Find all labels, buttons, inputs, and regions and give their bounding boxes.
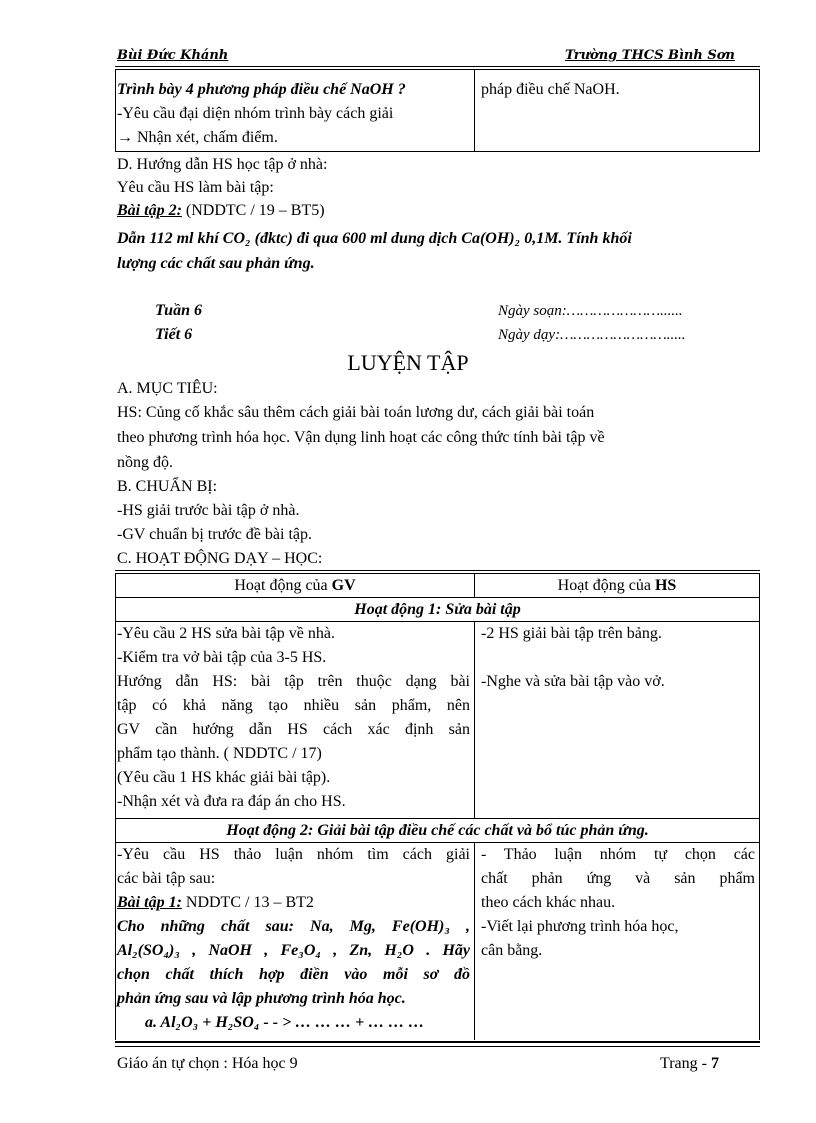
activity-2-left-b <box>117 867 470 915</box>
a2-right-line: cân bằng. <box>481 942 543 959</box>
footer-page: Trang - 7 <box>660 1055 719 1072</box>
col-header-gv: Hoạt động của GV <box>234 577 356 594</box>
a1-right-line: -2 HS giải bài tập trên bảng. <box>481 625 662 642</box>
a1-left-line: Hướng dẫn HS: bài tập trên thuộc dạng bài <box>117 673 470 690</box>
section-c-heading: C. HOẠT ĐỘNG DẠY – HỌC: <box>117 550 323 567</box>
section-a-line: theo phương trình hóa học. Vận dụng linh hoạt các công thức tính bài tập về <box>117 429 605 446</box>
top-left-line: -Yêu cầu đại diện nhóm trình bày cách giải <box>117 105 394 122</box>
a2-right-line: theo cách khác nhau. <box>481 894 616 911</box>
col-header-hs: Hoạt động của HS <box>557 577 677 594</box>
a1-left-line: tập có khả năng tạo nhiều sản phẩm, nên <box>117 697 470 714</box>
a2-left-line: -Yêu cầu HS thảo luận nhóm tìm cách giải <box>117 846 470 863</box>
lesson-title: LUYỆN TẬP <box>347 350 469 375</box>
exercise-ref: (NDDTC / 19 – BT5) <box>181 202 325 219</box>
a1-left-line: -Nhận xét và đưa ra đáp án cho HS. <box>117 793 346 810</box>
section-b-line: -HS giải trước bài tập ở nhà. <box>117 502 300 519</box>
top-left-line: → Nhận xét, chấm điểm. <box>117 129 278 146</box>
activity-2-equation: a. Al₂O₃ + H₂SO₄ - - > … … … + … … … <box>145 1014 425 1031</box>
a1-left-line: -Yêu cầu 2 HS sửa bài tập về nhà. <box>117 625 335 642</box>
activity-1-right <box>481 622 756 646</box>
a2-problem-line: phản ứng sau và lập phương trình hóa học. <box>117 990 406 1007</box>
section-a-line: nồng độ. <box>117 454 173 471</box>
activity-2-right <box>481 843 755 891</box>
activity-1-left <box>117 622 470 670</box>
header-author: Bùi Đức Khánh <box>117 48 229 63</box>
problem-line: lượng các chất sau phản ứng. <box>117 255 315 272</box>
activity-2-right-b <box>481 891 755 963</box>
section-b-line: -GV chuẩn bị trước đề bài tập. <box>117 526 312 543</box>
a2-right-line: - Thảo luận nhóm tự chọn các <box>481 846 755 863</box>
section-b-heading: B. CHUẨN BỊ: <box>117 478 218 495</box>
activity-2-problem <box>117 915 470 987</box>
a2-problem-line: Al₂(SO₄)₃ , NaOH , Fe₃O₄ , Zn, H₂O . Hãy <box>117 942 470 959</box>
a1-right-line: -Nghe và sửa bài tập vào vở. <box>481 673 665 690</box>
section-d-exercise <box>117 200 325 222</box>
a1-left-line: GV cần hướng dẫn HS cách xác định sản <box>117 721 470 738</box>
section-d-line: Yêu cầu HS làm bài tập: <box>117 179 274 196</box>
header-rule <box>115 66 760 67</box>
footer-course: Giáo án tự chọn : Hóa học 9 <box>117 1055 298 1072</box>
section-a-line: HS: Củng cố khắc sâu thêm cách giải bài toán lương dư, cách giải bài toán <box>117 404 595 421</box>
activity-2-title: Hoạt động 2: Giải bài tập điều chế các chất và bổ túc phản ứng. <box>226 822 649 839</box>
section-d-heading: D. Hướng dẫn HS học tập ở nhà: <box>117 156 328 173</box>
prep-date: Ngày soạn:…………………...... <box>498 303 683 319</box>
activity-2-left <box>117 843 470 867</box>
top-table-right <box>481 78 756 102</box>
top-table-left <box>117 78 472 150</box>
a2-problem-line: Cho những chất sau: Na, Mg, Fe(OH)₃ , <box>117 918 470 935</box>
activity-1-right-2 <box>481 670 756 694</box>
activity-1-left-end <box>117 742 470 814</box>
a2-left-line: các bài tập sau: <box>117 870 216 887</box>
a2-right-line: -Viết lại phương trình hóa học, <box>481 918 679 935</box>
top-left-line: Trình bày 4 phương pháp điều chế NaOH ? <box>117 81 406 98</box>
top-right-line: pháp điều chế NaOH. <box>481 81 620 98</box>
a2-right-line: chất phản ứng và sản phẩm <box>481 870 755 887</box>
a1-left-line: -Kiểm tra vở bài tập của 3-5 HS. <box>117 649 327 666</box>
activity-1-left-justified <box>117 670 470 742</box>
footer-rule-2 <box>115 1046 760 1047</box>
exercise-label: Bài tập 2: <box>117 202 182 219</box>
a2-exercise: Bài tập 1: NDDTC / 13 – BT2 <box>117 894 314 911</box>
problem-line: Dẫn 112 ml khí CO₂ (đktc) đi qua 600 ml dung dịch Ca(OH)₂ 0,1M. Tính khối <box>117 230 632 247</box>
header-rule-2 <box>115 69 760 70</box>
activity-1-title: Hoạt động 1: Sửa bài tập <box>354 601 521 618</box>
activity-2-problem-end <box>117 987 470 1011</box>
a1-left-line: phẩm tạo thành. ( NDDTC / 17) <box>117 745 322 762</box>
section-a-heading: A. MỤC TIÊU: <box>117 380 218 397</box>
a2-problem-line: chọn chất thích hợp điền vào mỗi sơ đồ <box>117 966 470 983</box>
teach-date: Ngày dạy:……………………..... <box>498 327 686 343</box>
period-label: Tiết 6 <box>155 326 193 343</box>
header-school: Trường THCS Bình Sơn <box>565 48 735 63</box>
a1-left-line: (Yêu cầu 1 HS khác giải bài tập). <box>117 769 331 786</box>
footer-rule <box>115 1041 760 1043</box>
week-label: Tuần 6 <box>155 302 202 319</box>
